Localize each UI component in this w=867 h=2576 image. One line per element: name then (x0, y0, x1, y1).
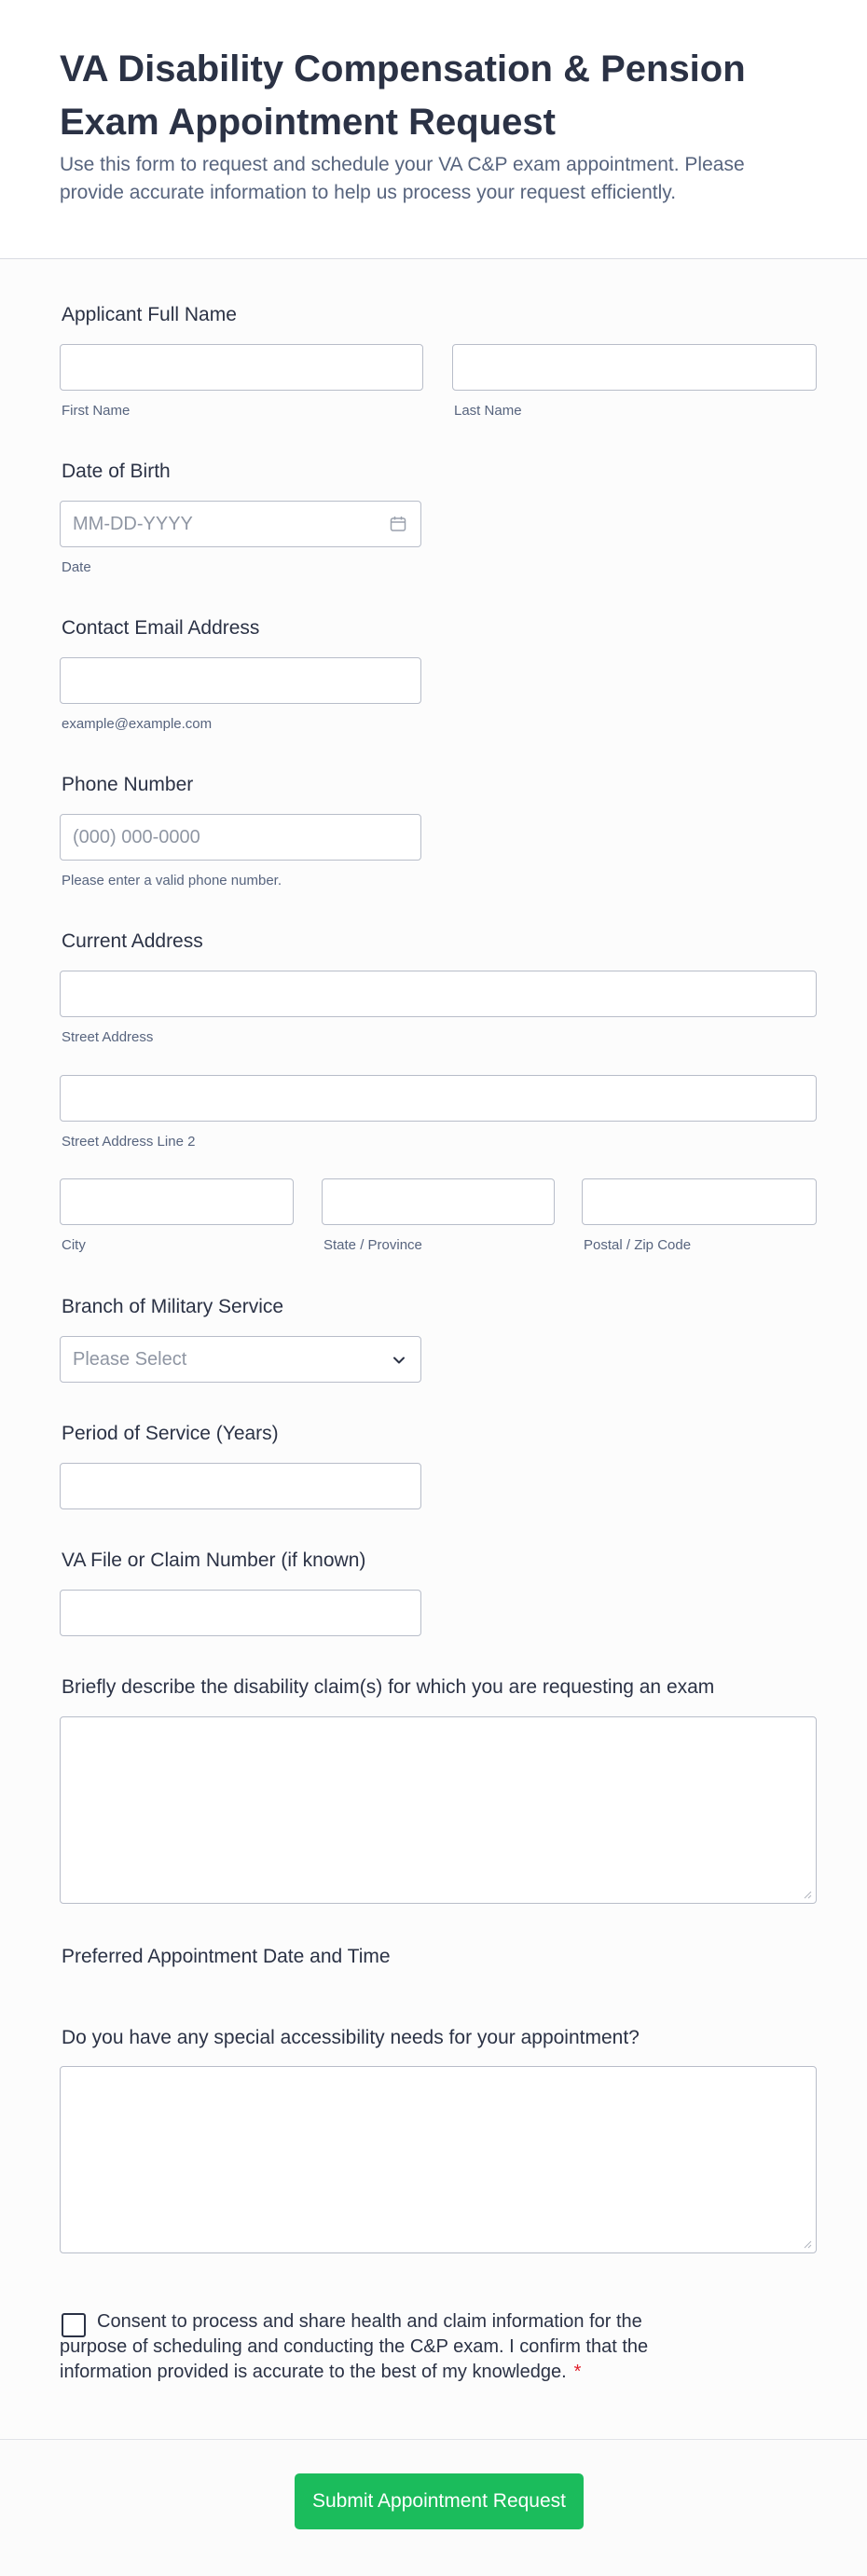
street-address-input[interactable] (60, 971, 817, 1017)
calendar-icon[interactable] (389, 515, 407, 533)
disability-claims-textarea[interactable] (60, 1716, 817, 1904)
branch-label: Branch of Military Service (62, 1296, 284, 1317)
zip-code-input[interactable] (582, 1178, 817, 1225)
consent-text: Consent to process and share health and claim information for the purpose of scheduling and conducting the C&P exam. I confirm that the information provided is accurate to the best of my knowledge. (60, 2311, 649, 2382)
address-label: Current Address (62, 930, 203, 952)
full-name-label: Applicant Full Name (62, 304, 237, 325)
claim-number-input[interactable] (60, 1590, 421, 1636)
dob-sublabel: Date (62, 559, 91, 575)
dob-input[interactable] (60, 501, 421, 547)
accessibility-textarea[interactable] (60, 2066, 817, 2253)
dob-label: Date of Birth (62, 461, 171, 482)
phone-sublabel: Please enter a valid phone number. (62, 873, 282, 889)
street-address-line2-input[interactable] (60, 1075, 817, 1122)
required-asterisk: * (573, 2362, 582, 2382)
resize-handle-icon[interactable] (803, 1890, 812, 1899)
period-label: Period of Service (Years) (62, 1423, 279, 1444)
submit-button[interactable]: Submit Appointment Request (295, 2473, 584, 2529)
street-address-sublabel: Street Address (62, 1029, 154, 1045)
page-subtitle: Use this form to request and schedule your VA C&P exam appointment. Please provide accurate information to help us process your request efficiently. (60, 154, 745, 203)
phone-label: Phone Number (62, 774, 194, 795)
dob-placeholder: MM-DD-YYYY (73, 514, 193, 534)
branch-select[interactable] (60, 1336, 421, 1383)
email-sublabel: example@example.com (62, 716, 213, 732)
email-input[interactable] (60, 657, 421, 704)
phone-placeholder: (000) 000-0000 (73, 827, 200, 847)
zip-code-sublabel: Postal / Zip Code (584, 1237, 692, 1253)
last-name-sublabel: Last Name (454, 403, 522, 419)
disability-claims-label: Briefly describe the disability claim(s) for which you are requesting an exam (62, 1676, 715, 1698)
branch-placeholder: Please Select (73, 1349, 187, 1370)
street-address-line2-sublabel: Street Address Line 2 (62, 1134, 196, 1150)
accessibility-label: Do you have any special accessibility needs for your appointment? (62, 2027, 640, 2048)
first-name-input[interactable] (60, 344, 423, 391)
first-name-sublabel: First Name (62, 403, 131, 419)
email-label: Contact Email Address (62, 617, 260, 639)
city-sublabel: City (62, 1237, 86, 1253)
last-name-input[interactable] (452, 344, 817, 391)
resize-handle-icon[interactable] (803, 2239, 812, 2249)
consent-label (60, 2309, 703, 2385)
phone-input[interactable] (60, 814, 421, 861)
claim-number-label: VA File or Claim Number (if known) (62, 1550, 366, 1571)
page-title: VA Disability Compensation & Pension Exam Appointment Request (60, 48, 746, 143)
state-sublabel: State / Province (323, 1237, 422, 1253)
chevron-down-icon[interactable] (391, 1352, 407, 1369)
city-input[interactable] (60, 1178, 294, 1225)
form-header (0, 0, 867, 259)
state-input[interactable] (322, 1178, 555, 1225)
period-input[interactable] (60, 1463, 421, 1509)
preferred-datetime-label: Preferred Appointment Date and Time (62, 1946, 391, 1967)
